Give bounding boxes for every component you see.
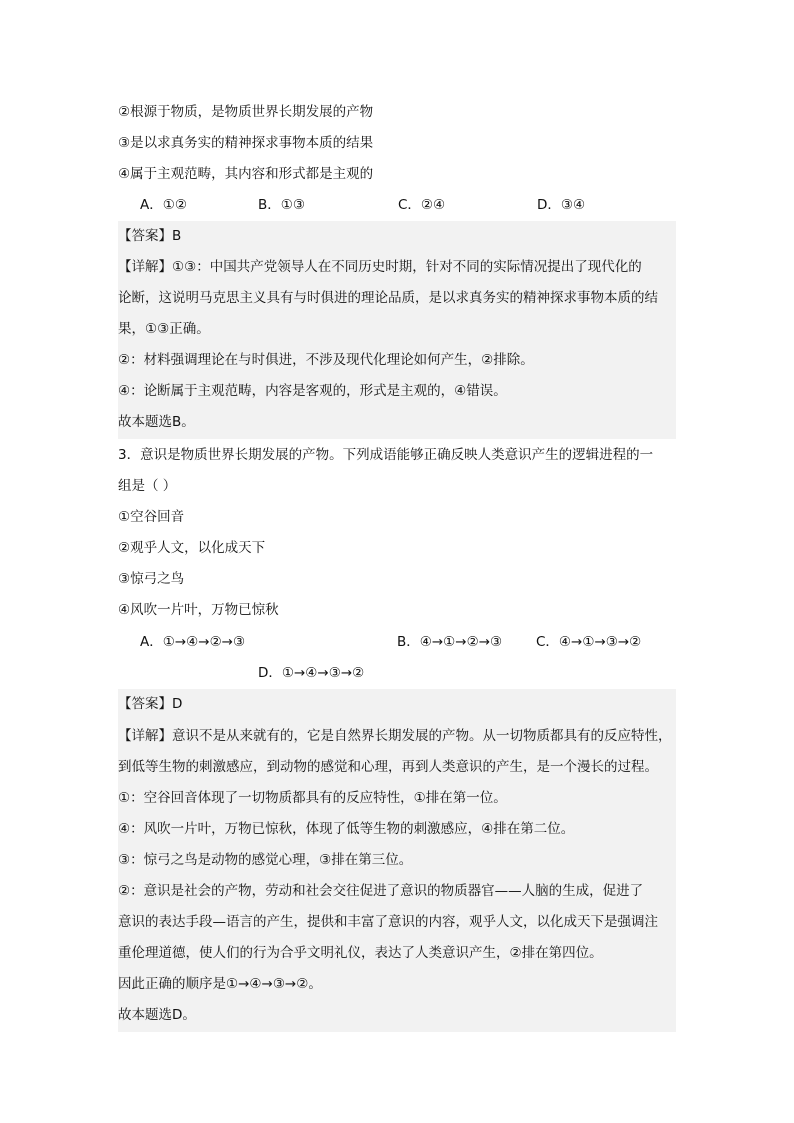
- q3-detail-line: [118, 721, 676, 752]
- q2-option-d: D．③④: [537, 197, 586, 213]
- q3-item-2: ②观乎人文，以化成天下: [118, 540, 266, 556]
- q2-detail-line: ④：论断属于主观范畴，内容是客观的，形式是主观的，④错误。: [118, 383, 507, 399]
- q3-option-a: A．①→④→②→③: [140, 634, 246, 650]
- q3-detail-line: ③：惊弓之鸟是动物的感觉心理，③排在第三位。: [118, 852, 413, 868]
- q2-detail-line: ②：材料强调理论在与时俱进，不涉及现代化理论如何产生，②排除。: [118, 352, 534, 368]
- q3-detail-line: ④：风吹一片叶，万物已惊秋，体现了低等生物的刺激感应，④排在第二位。: [118, 821, 575, 837]
- q2-item-2: ②根源于物质，是物质世界长期发展的产物: [118, 104, 374, 120]
- q3-detail-line: 重伦理道德，使人们的行为合乎文明礼仪，表达了人类意识产生，②排在第四位。: [118, 945, 603, 961]
- q2-detail-line: 果，①③正确。: [118, 321, 210, 337]
- answer-value: D: [172, 696, 183, 712]
- q3-stem-line: 组是（ ）: [118, 478, 177, 494]
- q3-detail-line: 意识的表达手段—语言的产生，提供和丰富了意识的内容，观乎人文，以化成天下是强调注: [118, 914, 658, 930]
- q2-option-b: B．①③: [258, 197, 305, 213]
- q3-option-b: B．④→①→②→③: [397, 634, 503, 650]
- q3-item-1: ①空谷回音: [118, 509, 185, 525]
- q3-detail-line: 故本题选D。: [118, 1007, 196, 1023]
- detail-label: 【详解】: [118, 259, 172, 275]
- q3-stem-line: 3．意识是物质世界长期发展的产物。下列成语能够正确反映人类意识产生的逻辑进程的一: [118, 447, 654, 463]
- q3-detail-line: 到低等生物的刺激感应，到动物的感觉和心理，再到人类意识的产生，是一个漫长的过程。: [118, 759, 658, 775]
- q3-item-4: ④风吹一片叶，万物已惊秋: [118, 602, 279, 618]
- answer-label: 【答案】: [118, 228, 172, 244]
- q2-detail-line: 论断，这说明马克思主义具有与时俱进的理论品质，是以求真务实的精神探求事物本质的结: [118, 290, 658, 306]
- q3-detail-line: ②：意识是社会的产物，劳动和社会交往促进了意识的物质器官——人脑的生成，促进了: [118, 883, 644, 899]
- answer-label: 【答案】: [118, 696, 172, 712]
- q3-detail-line: 因此正确的顺序是①→④→③→②。: [118, 976, 322, 992]
- detail-text: 意识不是从来就有的，它是自然界长期发展的产物。从一切物质都具有的反应特性，: [172, 728, 672, 744]
- q2-item-4: ④属于主观范畴，其内容和形式都是主观的: [118, 166, 374, 182]
- q2-option-c: C．②④: [398, 197, 446, 213]
- q3-option-d: D．①→④→③→②: [258, 665, 365, 681]
- q2-option-a: A．①②: [140, 197, 187, 213]
- answer-value: B: [172, 228, 182, 244]
- q3-option-c: C．④→①→③→②: [536, 634, 642, 650]
- q3-detail-line: ①：空谷回音体现了一切物质都具有的反应特性，①排在第一位。: [118, 790, 507, 806]
- q2-answer: [118, 221, 676, 252]
- q2-item-3: ③是以求真务实的精神探求事物本质的结果: [118, 135, 374, 151]
- q3-answer: [118, 689, 676, 720]
- detail-label: 【详解】: [118, 728, 172, 744]
- q3-item-3: ③惊弓之鸟: [118, 571, 185, 587]
- q2-detail-line: 故本题选B。: [118, 414, 195, 430]
- q2-detail-line: [118, 252, 676, 283]
- detail-text: ①③：中国共产党领导人在不同历史时期，针对不同的实际情况提出了现代化的: [172, 259, 642, 275]
